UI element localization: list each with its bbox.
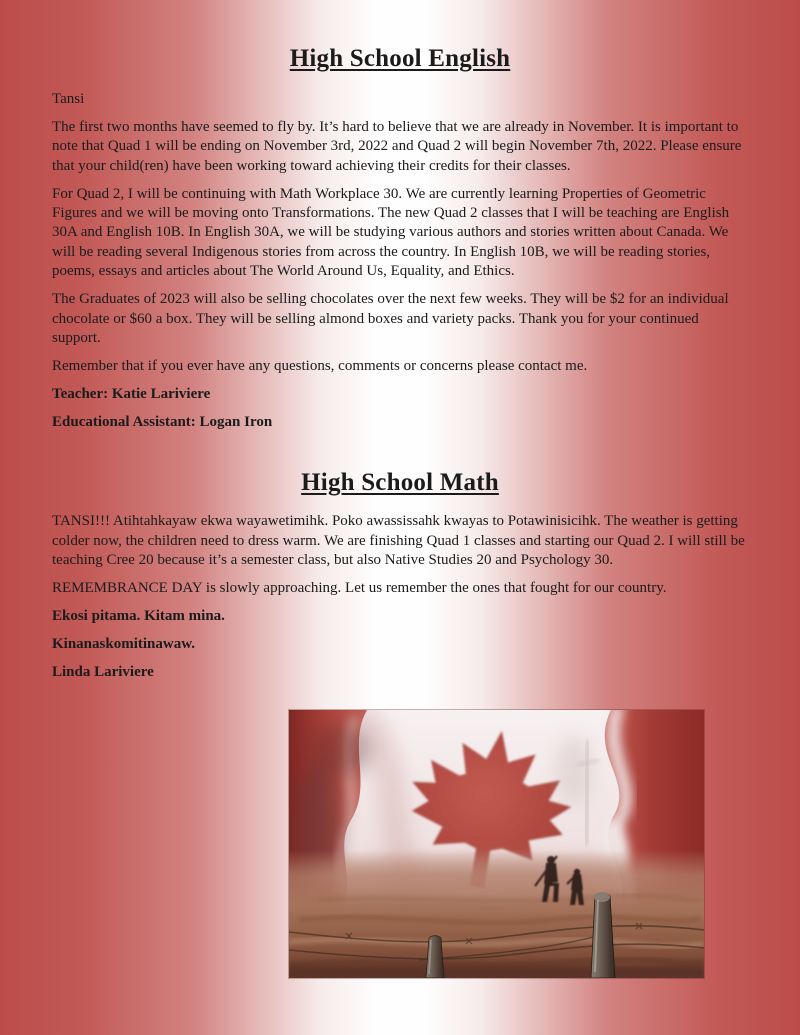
english-paragraph-1: The first two months have seemed to fly by. It’s hard to believe that we are already in November. It is important to note that Quad 1 will be ending on November 3rd, 2022 and Quad 2 will begin November 7th, 2022. Please ensure that your child(ren) have been working toward achieving their credits for their classes.	[52, 118, 742, 174]
english-section-title: High School English	[289, 45, 511, 72]
math-paragraph-1: TANSI!!! Atihtahkayaw ekwa wayawetimihk. Poko awassissahk kwayas to Potawinisicihk. The weather is getting colder now, the children need to dress warm. We are finishing Quad 1 classes and starting our Quad 2. I will still be teaching Cree 20 because it’s a semester class, but also Native Studies 20 and Psychology 30.	[52, 513, 745, 568]
math-section-title: High School Math	[301, 469, 499, 497]
english-greeting: Tansi	[52, 91, 85, 107]
remembrance-flag-photo	[289, 710, 704, 978]
teacher-name-line: Teacher: Katie Lariviere	[52, 385, 211, 402]
remembrance-flag-graphic	[289, 710, 704, 978]
battlefield-ground	[289, 850, 704, 978]
closing-line-1: Ekosi pitama. Kitam mina.	[52, 607, 225, 624]
english-paragraph-3: The Graduates of 2023 will also be selling chocolates over the next few weeks. They will be $2 for an individual chocolate or $60 a box. They will be selling almond boxes and variety packs. Thank you for your continued support.	[52, 291, 729, 346]
closing-line-3: Linda Lariviere	[52, 663, 154, 680]
educational-assistant-line: Educational Assistant: Logan Iron	[52, 413, 273, 430]
closing-line-2: Kinanaskomitinawaw.	[52, 635, 195, 652]
math-paragraph-2: REMEMBRANCE DAY is slowly approaching. Let us remember the ones that fought for our country.	[52, 579, 667, 596]
english-paragraph-2: For Quad 2, I will be continuing with Math Workplace 30. We are currently learning Properties of Geometric Figures and we will be moving onto Transformations. The new Quad 2 classes that I will be teaching are English 30A and English 10B. In English 30A, we will be studying various authors and stories written about Canada. We will be reading several Indigenous stories from across the country. In English 10B, we will be reading stories, poems, essays and articles about The World Around Us, Equality, and Ethics.	[52, 185, 730, 280]
english-paragraph-4: Remember that if you ever have any questions, comments or concerns please contact me.	[52, 357, 588, 374]
